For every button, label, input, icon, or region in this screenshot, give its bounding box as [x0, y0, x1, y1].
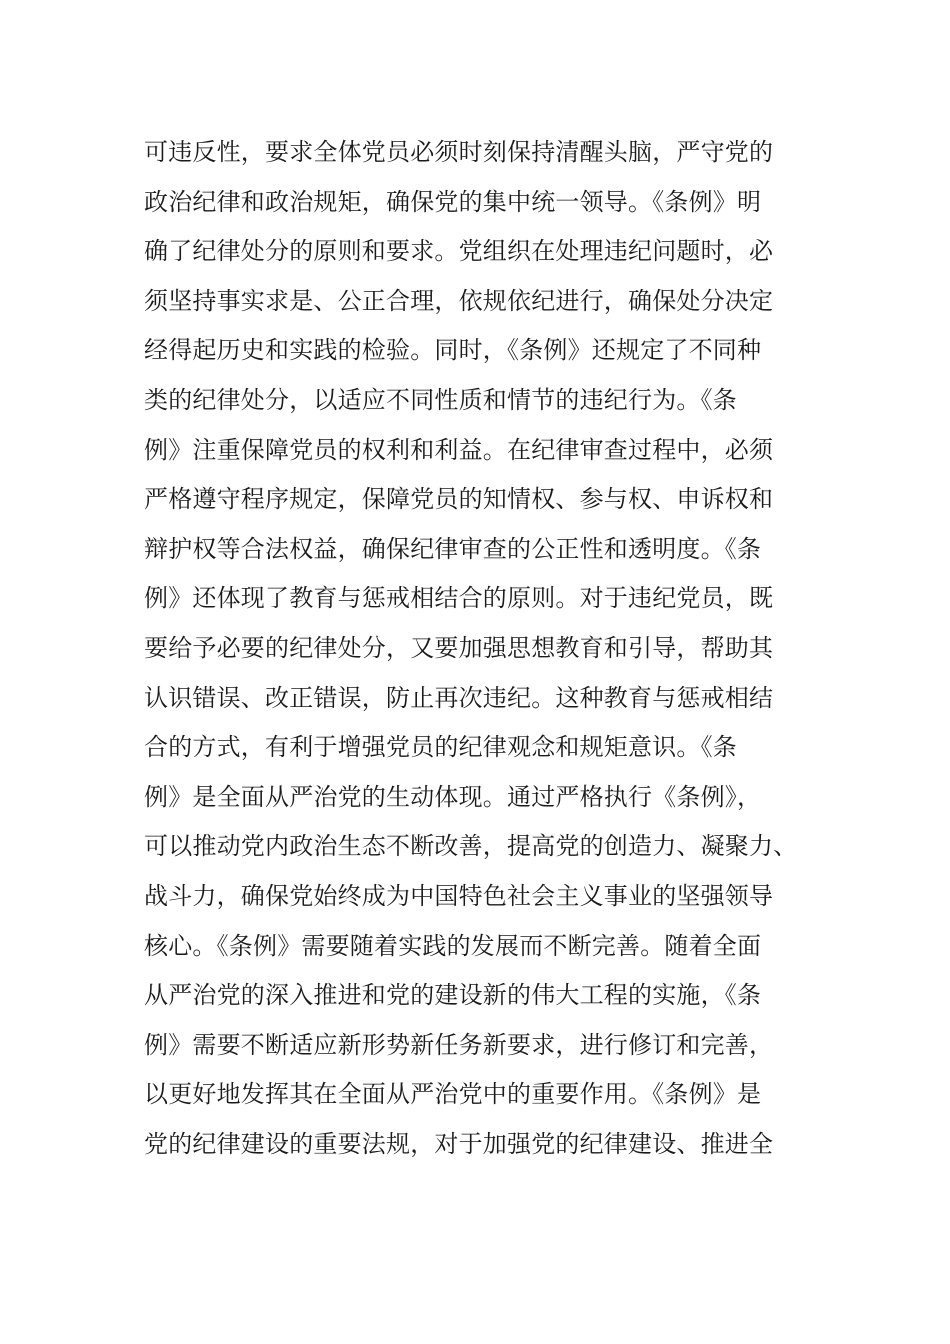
text-line: 可以推动党内政治生态不断改善，提高党的创造力、凝聚力、 — [144, 832, 798, 861]
text-line: 须坚持事实求是、公正合理，依规依纪进行，确保处分决定 — [144, 286, 774, 315]
text-line: 确了纪律处分的原则和要求。党组织在处理违纪问题时，必 — [144, 237, 774, 266]
text-line: 核心。《条例》需要随着实践的发展而不断完善。随着全面 — [144, 931, 762, 960]
text-line: 党的纪律建设的重要法规，对于加强党的纪律建设、推进全 — [144, 1129, 774, 1158]
text-line: 合的方式，有利于增强党员的纪律观念和规矩意识。《条 — [144, 733, 737, 762]
text-line: 政治纪律和政治规矩，确保党的集中统一领导。《条例》明 — [144, 187, 762, 216]
text-line: 认识错误、改正错误，防止再次违纪。这种教育与惩戒相结 — [144, 683, 774, 712]
text-line: 经得起历史和实践的检验。同时，《条例》还规定了不同种 — [144, 336, 762, 365]
text-line: 从严治党的深入推进和党的建设新的伟大工程的实施，《条 — [144, 981, 762, 1010]
text-line: 例》是全面从严治党的生动体现。通过严格执行《条例》， — [144, 782, 762, 811]
text-line: 严格遵守程序规定，保障党员的知情权、参与权、申诉权和 — [144, 485, 774, 514]
text-line: 战斗力，确保党始终成为中国特色社会主义事业的坚强领导 — [144, 881, 774, 910]
text-line: 要给予必要的纪律处分，又要加强思想教育和引导，帮助其 — [144, 633, 774, 662]
text-line: 例》需要不断适应新形势新任务新要求，进行修订和完善， — [144, 1030, 774, 1059]
body-text — [144, 128, 824, 1169]
text-line: 辩护权等合法权益，确保纪律审查的公正性和透明度。《条 — [144, 534, 762, 563]
text-line: 以更好地发挥其在全面从严治党中的重要作用。《条例》是 — [144, 1080, 762, 1109]
text-line: 例》注重保障党员的权利和利益。在纪律审查过程中，必须 — [144, 435, 774, 464]
text-line: 可违反性，要求全体党员必须时刻保持清醒头脑，严守党的 — [144, 138, 774, 166]
text-line: 类的纪律处分，以适应不同性质和情节的违纪行为。《条 — [144, 385, 737, 414]
text-line: 例》还体现了教育与惩戒相结合的原则。对于违纪党员，既 — [144, 584, 774, 613]
